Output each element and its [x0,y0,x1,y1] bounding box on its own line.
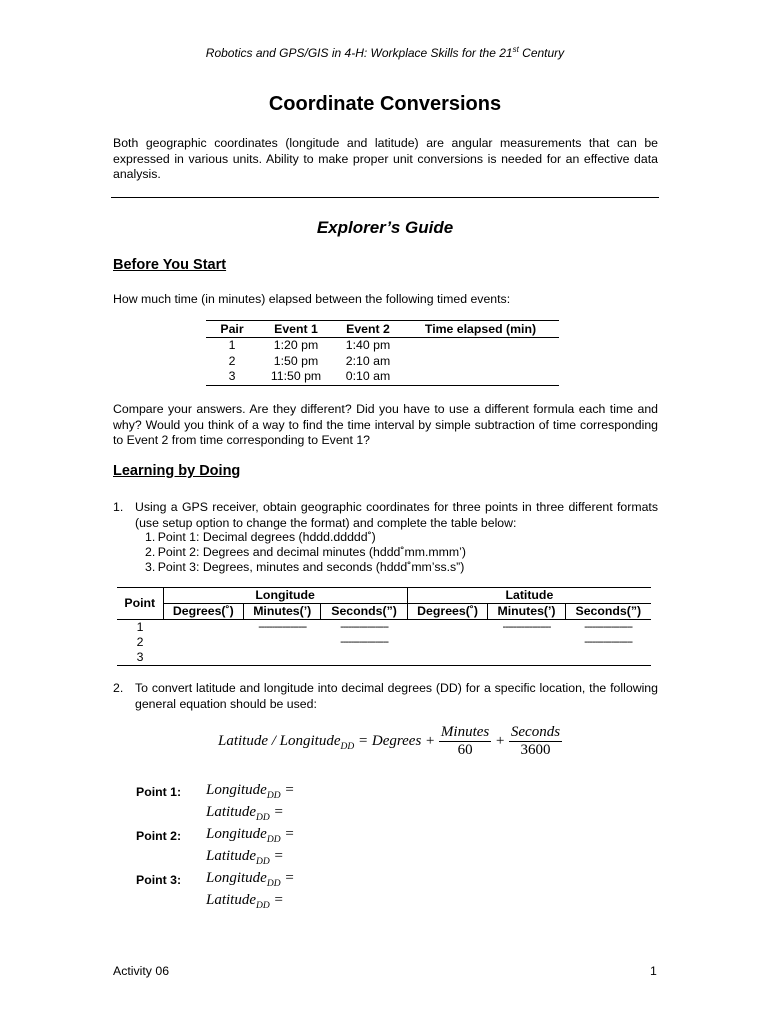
col-lat-degrees: Degrees(˚) [407,604,488,620]
point3-label: Point 3: [136,873,182,887]
page-title: Coordinate Conversions [268,93,502,115]
item2-number: 2. [113,681,124,695]
col-longitude: Longitude [163,588,407,604]
table-row [206,354,559,370]
point-number: 3 [136,650,144,664]
col-pair: Pair [206,321,258,338]
table-row [206,369,559,385]
col-latitude: Latitude [407,588,651,604]
col-lon-seconds: Seconds(”) [321,604,407,620]
cell: 2 [228,353,236,368]
cell: 0:10 am [345,369,391,383]
point2-label: Point 2: [136,829,182,843]
point3-latitude: Latitude$_{DD}$ = [206,892,284,911]
cell: 1:40 pm [345,338,391,352]
col-time-elapsed: Time elapsed (min) [402,321,559,338]
blocked-cell: ------------------ [584,636,633,648]
table-row [117,635,651,650]
item1-sub3: 3. Point 3: Degrees, minutes and seconds (hddd˚mm’ss.s”) [145,560,465,574]
answer-cell[interactable] [488,650,565,666]
point2-latitude: Latitude$_{DD}$ = [206,848,284,867]
time-question: How much time (in minutes) elapsed between the following timed events: [113,292,511,306]
point-number: 2 [136,635,144,649]
table-row [117,620,651,636]
point1-label: Point 1: [136,785,182,799]
learning-by-doing-heading: Learning by Doing [113,463,241,479]
blocked-cell: ------------------ [502,621,551,633]
item2-text: To convert latitude and longitude into decimal degrees (DD) for a specific location, the following general equation should be used: [135,681,658,711]
point2-longitude: Longitude$_{DD}$ = [206,826,295,845]
before-you-start-heading: Before You Start [113,257,227,273]
cell: 11:50 pm [270,369,322,383]
compare-paragraph: Compare your answers. Are they different? Did you have to use a different formula each time and why? Would you think of a way to find the time interval by simple subtraction of time corresponding to Event 2 from time corresponding to Event 1? [113,402,658,447]
page-header: Robotics and GPS/GIS in 4-H: Workplace Skills for the 21st Century [205,45,565,60]
col-lon-minutes: Minutes(’) [244,604,321,620]
page-number: 1 [650,964,657,978]
item1-number: 1. [113,500,124,514]
table-row [117,650,651,666]
col-event1: Event 1 [258,321,334,338]
point1-latitude: Latitude$_{DD}$ = [206,804,284,823]
answer-cell[interactable] [407,650,488,666]
answer-cell[interactable] [402,338,559,354]
divider [111,197,659,198]
footer-activity: Activity 06 [113,964,170,978]
cell: 2:10 am [345,353,391,368]
intro-paragraph: Both geographic coordinates (longitude and latitude) are angular measurements that can be expressed in various units. Ability to make proper unit conversions is needed for an effective data analysis. [113,136,658,181]
item1-text: Using a GPS receiver, obtain geographic coordinates for three points in three different formats (use setup option to change the format) and complete the table below: [135,500,658,530]
answer-cell[interactable] [407,620,488,636]
answer-cell[interactable] [244,650,321,666]
blocked-cell: ------------------ [340,621,389,633]
answer-cell[interactable] [402,354,559,370]
blocked-cell: ------------------ [584,621,633,633]
blocked-cell: ------------------ [340,636,389,648]
table-row [206,338,559,354]
answer-cell[interactable] [163,650,244,666]
answer-cell[interactable] [407,635,488,650]
col-lat-seconds: Seconds(”) [565,604,651,620]
point-number: 1 [136,620,144,634]
cell: 3 [228,369,236,383]
col-lon-degrees: Degrees(˚) [163,604,244,620]
point3-longitude: Longitude$_{DD}$ = [206,870,295,889]
item1-sub2: 2. Point 2: Degrees and decimal minutes (hddd˚mm.mmm’) [145,545,466,559]
col-lat-minutes: Minutes(’) [488,604,565,620]
cell: 1:50 pm [273,353,319,368]
explorers-guide-title: Explorer’s Guide [316,218,454,237]
cell: 1:20 pm [273,338,319,352]
dd-equation: Latitude / Longitude$_{DD}$ = Degrees + $\frac{\text{Minutes}}{60}$ + $\frac{\text{Seconds}}{3600}$ [218,724,561,758]
time-events-table [206,320,559,386]
coordinates-table [117,587,651,666]
answer-cell[interactable] [488,635,565,650]
answer-cell[interactable] [565,650,651,666]
col-point: Point [117,588,163,620]
point1-longitude: Longitude$_{DD}$ = [206,782,295,801]
blocked-cell: ------------------ [258,621,307,633]
answer-cell[interactable] [163,635,244,650]
cell: 1 [228,338,236,352]
answer-cell[interactable] [163,620,244,636]
answer-cell[interactable] [244,635,321,650]
col-event2: Event 2 [334,321,402,338]
answer-cell[interactable] [402,369,559,385]
item1-sub1: 1. Point 1: Decimal degrees (hddd.ddddd˚) [145,530,376,544]
answer-cell[interactable] [321,650,407,666]
